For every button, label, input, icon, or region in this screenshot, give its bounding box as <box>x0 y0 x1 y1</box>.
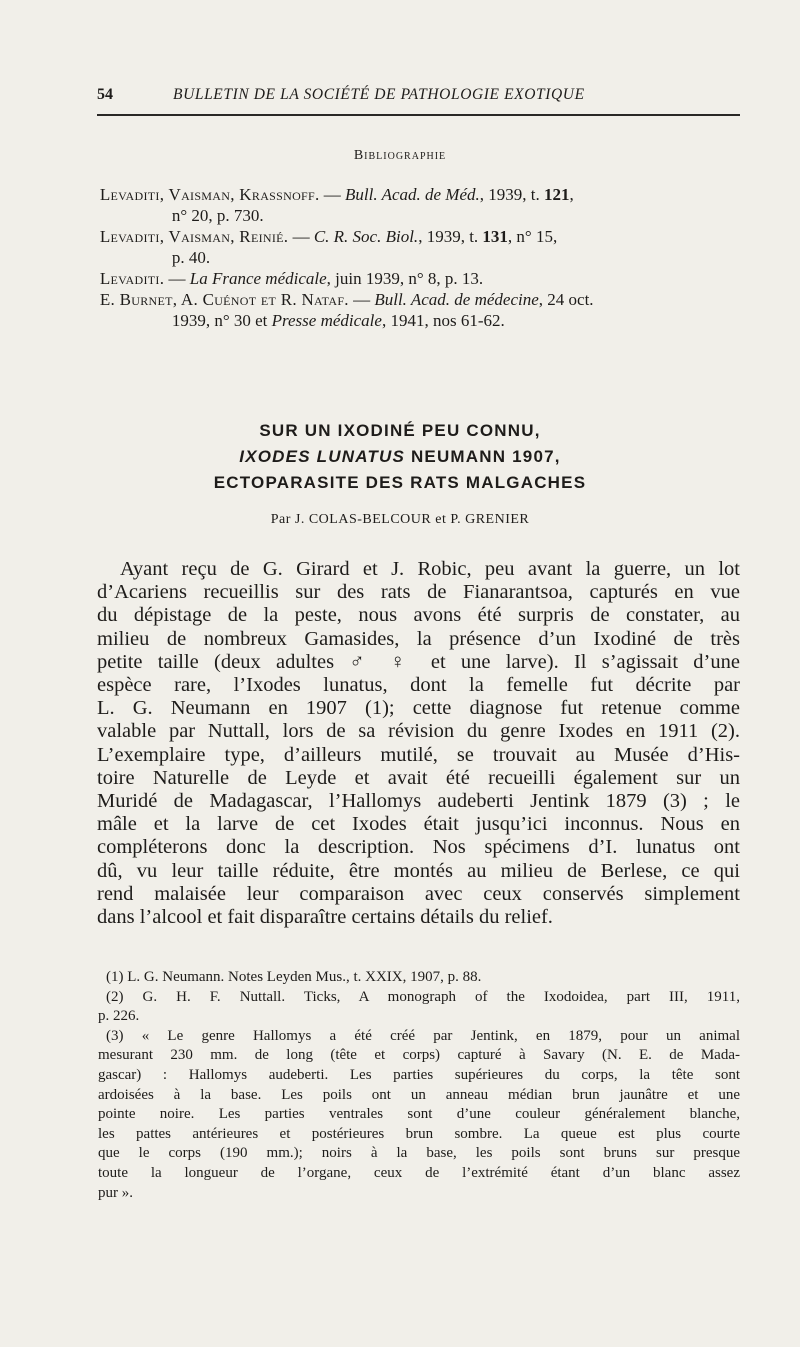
bib-line <box>100 310 740 331</box>
running-header <box>97 86 740 110</box>
footnote-line: pointe noire. Les parties ventrales sont d’une couleur généralement blanche, <box>98 1106 740 1123</box>
article-title <box>0 418 800 496</box>
body-line: valable par Nuttall, lors de sa révision du genre Ixodes en 1911 (2). <box>97 720 740 743</box>
body-line: dû, vu leur taille réduite, être montés au milieu de Berlese, ce qui <box>97 859 740 882</box>
bib-line: n° 20, p. 730. <box>171 206 264 225</box>
bib-details: , 1939, t. <box>418 227 483 246</box>
body-line: toire Naturelle de Leyde et avait été recueilli également sur un <box>97 766 740 789</box>
bib-details: , 1941, nos 61-62. <box>381 311 505 330</box>
footnote-line: mesurant 230 mm. de long (tête et corps) capturé à Savary (N. E. de Mada- <box>98 1047 740 1064</box>
species-name: IXODES LUNATUS <box>239 447 406 466</box>
body-line: rend malaisée leur comparaison avec ceux conservés simplement <box>97 882 740 905</box>
bib-line <box>100 184 740 205</box>
bib-line <box>100 289 740 310</box>
bib-dash: — <box>288 227 314 246</box>
bib-authors: Levaditi, Vaisman, Reinié. <box>99 227 289 246</box>
bibliography-entry <box>100 226 740 268</box>
body-line: L’exemplaire type, d’ailleurs mutilé, se trouvait au Musée d’His- <box>97 743 740 766</box>
body-line: du dépistage de la peste, nous avons été surpris de constater, au <box>97 604 740 627</box>
footnote-line: pur ». <box>98 1184 133 1201</box>
footnotes <box>98 968 740 1203</box>
footnote-3: (3) « Le genre Hallomys a été créé par Jentink, en 1879, pour un animal <box>106 1027 740 1044</box>
bib-line: p. 40. <box>171 248 211 267</box>
body-line: d’Acariens recueillis sur des rats de Fianarantsoa, capturés en vue <box>97 581 740 604</box>
body-line: milieu de nombreux Gamasides, la présence d’un Ixodiné de très <box>97 627 740 650</box>
bib-details: , 1939, t. <box>479 185 544 204</box>
bib-source: Presse médicale <box>271 311 382 330</box>
footnote-line: que le corps (190 mm.); noirs à la base, les poils sont bruns sur presque <box>98 1145 740 1162</box>
body-line: dans l’alcool et fait disparaître certains détails du relief. <box>97 906 553 929</box>
bib-line <box>100 268 740 289</box>
bibliography-entry <box>100 268 740 289</box>
footnote-2: (2) G. H. F. Nuttall. Ticks, A monograph of the Ixodoidea, part III, 1911, <box>106 988 740 1005</box>
footnote-1: (1) L. G. Neumann. Notes Leyden Mus., t. XXIX, 1907, p. 88. <box>106 969 482 985</box>
bib-authors: Levaditi. <box>99 269 165 288</box>
footnote-line: gascar) : Hallomys audeberti. Les parties supérieures du corps, la tête sont <box>98 1066 740 1083</box>
bib-volume: 131 <box>482 227 508 246</box>
journal-title: BULLETIN DE LA SOCIÉTÉ DE PATHOLOGIE EXOTIQUE <box>173 86 585 103</box>
body-line: Ayant reçu de G. Girard et J. Robic, peu avant la guerre, un lot <box>120 558 740 580</box>
bibliography-heading: Bibliographie <box>353 148 447 163</box>
bib-authors: E. Burnet, A. Cuénot et R. Nataf. <box>99 290 349 309</box>
bib-authors: Levaditi, Vaisman, Krassnoff. <box>99 185 320 204</box>
body-line: petite taille (deux adultes ♂ ♀ et une larve). Il s’agissait d’une <box>97 650 740 673</box>
page-number: 54 <box>97 86 113 103</box>
body-line: mâle et la larve de cet Ixodes était jusqu’ici inconnus. Nous en <box>97 813 740 836</box>
title-line: ECTOPARASITE DES RATS MALGACHES <box>213 473 587 492</box>
title-line <box>0 444 800 470</box>
title-line-rest: NEUMANN 1907, <box>405 447 561 466</box>
bib-source: Bull. Acad. de Méd. <box>345 185 480 204</box>
bib-volume: 121 <box>544 185 570 204</box>
article-body <box>97 558 740 929</box>
body-line: Muridé de Madagascar, l’Hallomys audeberti Jentink 1879 (3) ; le <box>97 790 740 813</box>
bib-details: , n° 15, <box>507 227 558 246</box>
article-byline: Par J. COLAS-BELCOUR et P. GRENIER <box>270 512 530 527</box>
footnote-line: ardoisées à la base. Les poils ont un anneau médian brun jaunâtre et une <box>98 1086 740 1103</box>
footnote-line: p. 226. <box>98 1008 140 1025</box>
bib-dash: — <box>164 269 190 288</box>
bibliography-entry <box>100 184 740 226</box>
bib-details: , <box>569 185 574 204</box>
bib-details: , 24 oct. <box>538 290 594 309</box>
footnote-line: les pattes antérieures et postérieures brun sombre. La queue est plus courte <box>98 1125 740 1142</box>
footnote-line: toute la longueur de l’organe, ceux de l’extrémité étant d’un blanc assez <box>98 1164 740 1181</box>
bib-line <box>100 226 740 247</box>
bib-details: , juin 1939, n° 8, p. 13. <box>326 269 484 288</box>
bibliography-entry <box>100 289 740 331</box>
bib-dash: — <box>348 290 375 309</box>
body-line: L. G. Neumann en 1907 (1); cette diagnose fut retenue comme <box>97 697 740 720</box>
body-line: espèce rare, l’Ixodes lunatus, dont la femelle fut décrite par <box>97 674 740 697</box>
header-rule <box>97 114 740 116</box>
body-line: compléterons donc la description. Nos spécimens d’I. lunatus ont <box>97 836 740 859</box>
bib-source: La France médicale <box>189 269 327 288</box>
title-line: SUR UN IXODINÉ PEU CONNU, <box>259 421 541 440</box>
bibliography-list <box>100 184 740 331</box>
bib-dash: — <box>319 185 346 204</box>
bib-source: Bull. Acad. de médecine <box>374 290 539 309</box>
bib-source: C. R. Soc. Biol. <box>313 227 419 246</box>
bib-details: 1939, n° 30 et <box>171 311 272 330</box>
